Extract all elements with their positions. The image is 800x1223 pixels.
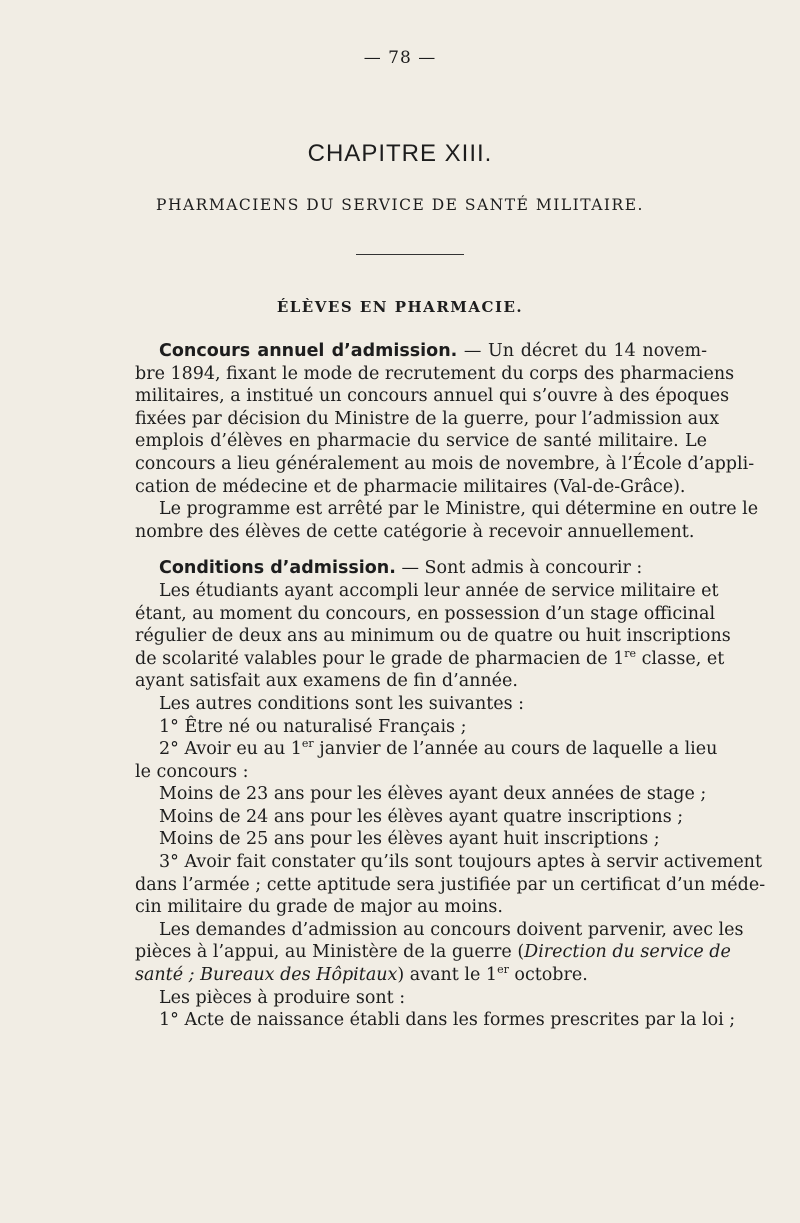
text-run: janvier de l’année au cours de laquelle a lieu — [313, 739, 718, 760]
paragraph-line: ayant satisfait aux examens de fin d’année. — [135, 671, 518, 692]
paragraph-gap — [135, 543, 707, 557]
text-run: octobre. — [508, 965, 588, 986]
paragraph-line: militaires, a institué un concours annuel qui s’ouvre à des époques — [135, 386, 730, 407]
paragraph-line: nombre des élèves de cette catégorie à recevoir annuellement. — [135, 521, 695, 542]
text-run: pièces à l’appui, au Ministère de la guerre ( — [135, 942, 525, 963]
paragraph-line: concours a lieu généralement au mois de novembre, à l’École d’appli- — [135, 453, 755, 474]
paragraph-line: 3° Avoir fait constater qu’ils sont toujours aptes à servir activement — [159, 852, 762, 873]
paragraph-line: fixées par décision du Ministre de la guerre, pour l’admission aux — [135, 408, 720, 429]
paragraph-line — [135, 737, 718, 761]
paragraph-line — [135, 941, 731, 964]
paragraph-line: le concours : — [135, 761, 249, 782]
italic-text: santé ; Bureaux des Hôpitaux — [135, 965, 398, 986]
text-run: — Sont admis à concourir : — [395, 558, 643, 579]
chapter-subtitle: PHARMACIENS DU SERVICE DE SANTÉ MILITAIRE. — [156, 196, 644, 214]
paragraph-line: Les demandes d’admission au concours doivent parvenir, avec les — [159, 919, 744, 940]
superscript: er — [301, 737, 314, 751]
paragraph-line — [135, 646, 725, 671]
italic-text: Direction du service de — [524, 942, 731, 963]
paragraph-line: cation de médecine et de pharmacie militaires (Val-de-Grâce). — [135, 476, 686, 497]
paragraph-heading: Concours annuel d’admission. — [159, 341, 458, 361]
section-title: ÉLÈVES EN PHARMACIE. — [276, 298, 524, 316]
paragraph-line — [135, 964, 707, 987]
superscript: re — [624, 646, 637, 660]
paragraph-line: Moins de 25 ans pour les élèves ayant huit inscriptions ; — [159, 829, 660, 850]
paragraph-line: Les étudiants ayant accompli leur année de service militaire et — [159, 580, 719, 601]
paragraph-line — [135, 557, 707, 580]
paragraph-line: Les autres conditions sont les suivantes : — [159, 693, 525, 714]
paragraph-line: cin militaire du grade de major au moins. — [135, 897, 503, 918]
paragraph-line: régulier de deux ans au minimum ou de quatre ou huit inscriptions — [135, 626, 731, 647]
paragraph-line: Les pièces à produire sont : — [159, 987, 406, 1008]
text-run: de scolarité valables pour le grade de pharmacien de 1 — [135, 648, 625, 669]
body-text — [135, 340, 766, 1032]
paragraph-line: Moins de 23 ans pour les élèves ayant deux années de stage ; — [159, 784, 707, 805]
title-divider — [356, 254, 464, 255]
paragraph-line: Moins de 24 ans pour les élèves ayant quatre inscriptions ; — [159, 806, 684, 827]
paragraph-line — [135, 340, 707, 363]
paragraph-line: 1° Être né ou naturalisé Français ; — [159, 716, 467, 737]
chapter-title: CHAPITRE XIII. — [307, 140, 493, 167]
paragraph-line: 1° Acte de naissance établi dans les formes prescrites par la loi ; — [159, 1010, 736, 1031]
paragraph-heading: Conditions d’admission. — [159, 558, 396, 579]
text-run: classe, et — [636, 648, 725, 669]
paragraph-line: emplois d’élèves en pharmacie du service de santé militaire. Le — [135, 431, 707, 452]
text-run: — Un décret du 14 novem- — [457, 341, 707, 361]
superscript: er — [497, 963, 509, 977]
text-run: 2° Avoir eu au 1 — [159, 739, 302, 760]
paragraph-line: Le programme est arrêté par le Ministre, qui détermine en outre le — [159, 499, 759, 520]
paragraph-line: bre 1894, fixant le mode de recrutement du corps des pharmaciens — [135, 363, 735, 384]
paragraph-line: étant, au moment du concours, en possession d’un stage officinal — [135, 603, 716, 624]
text-run: ) avant le 1 — [397, 965, 498, 986]
page-number: — 78 — — [363, 48, 437, 68]
paragraph-line: dans l’armée ; cette aptitude sera justifiée par un certificat d’un méde- — [135, 874, 766, 895]
